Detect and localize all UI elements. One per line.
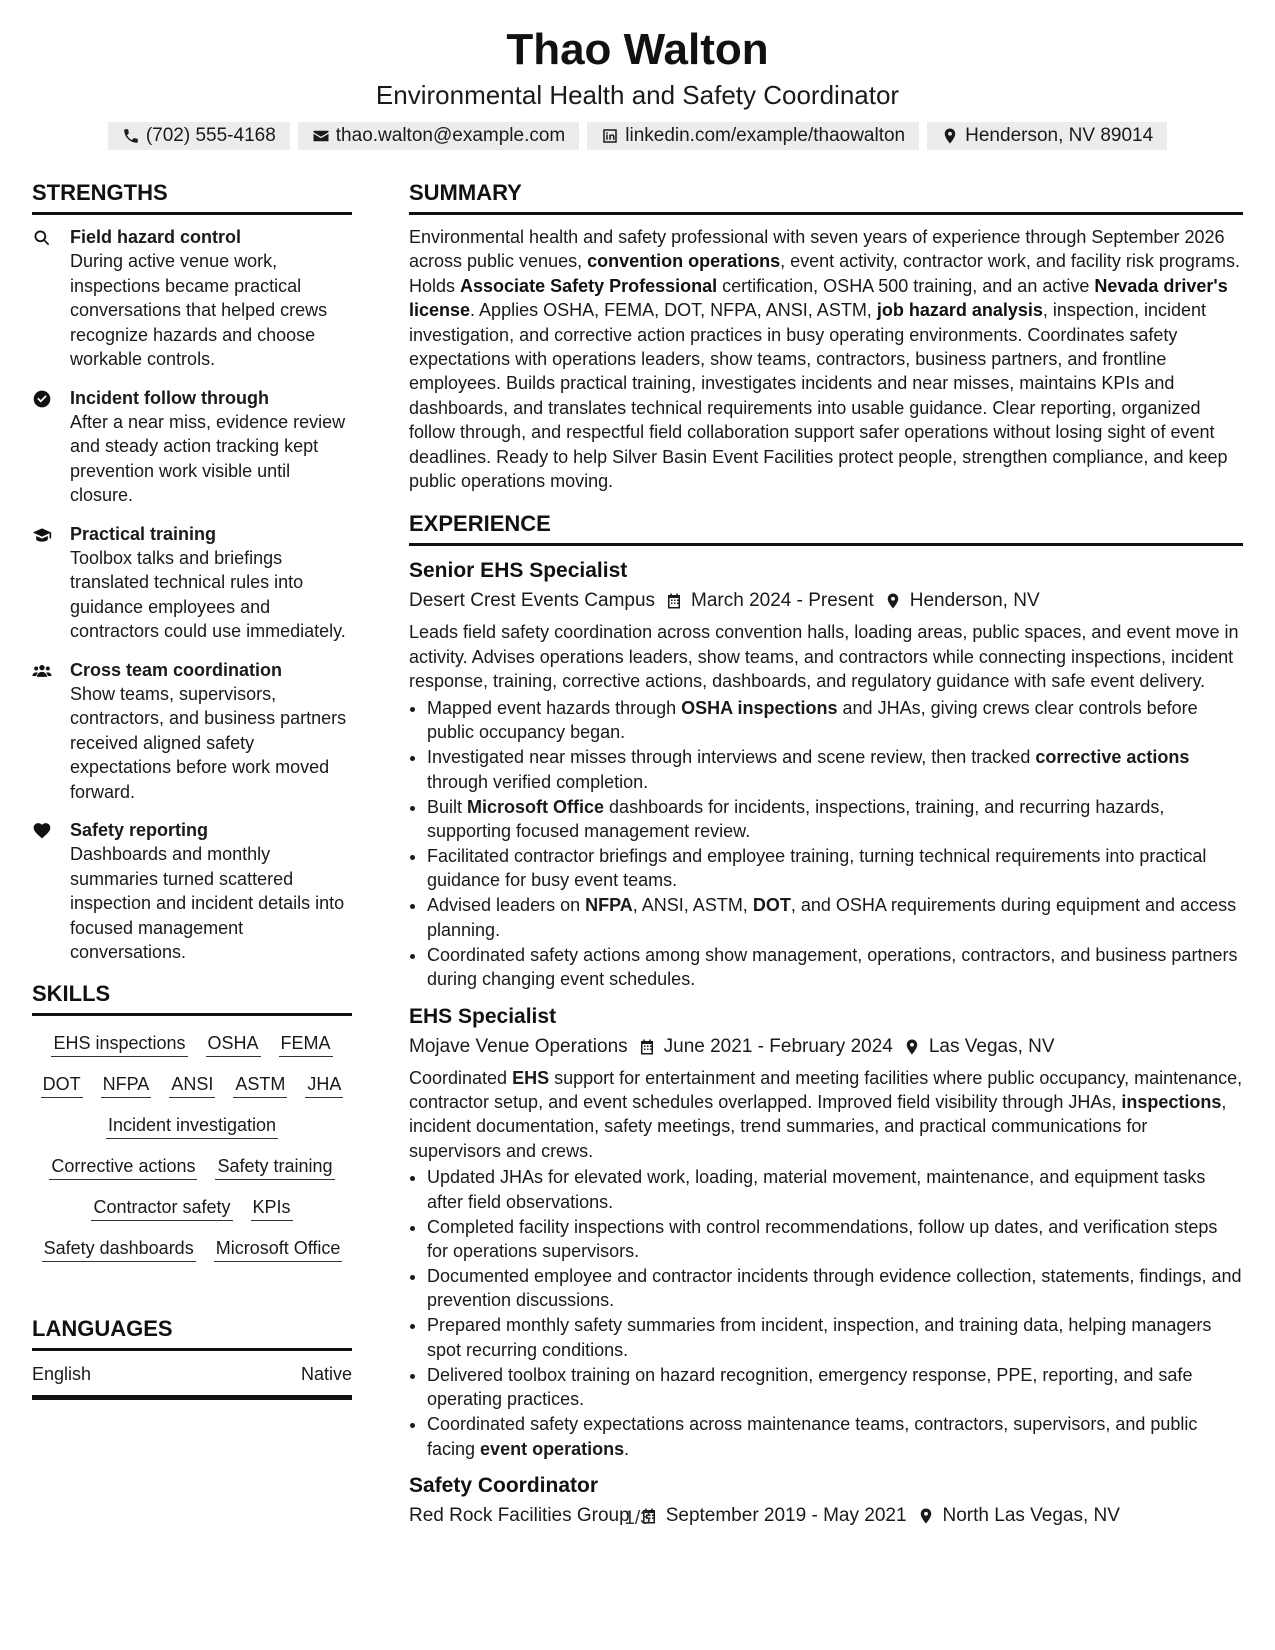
- contact-linkedin-text: linkedin.com/example/thaowalton: [625, 125, 906, 146]
- check-circle-icon: [32, 389, 52, 409]
- text-run: , and OSHA requirements during equipment and access planning.: [427, 895, 1237, 940]
- text-run: through verified completion.: [427, 771, 649, 792]
- candidate-name: Thao Walton: [506, 25, 769, 74]
- heart-icon: [32, 821, 52, 841]
- text-run: Completed facility inspections with control recommendations, follow up dates, and verification steps for operations supervisors.: [427, 1216, 1218, 1261]
- calendar-icon: [638, 1038, 656, 1056]
- emphasis-text: EHS: [512, 1067, 550, 1088]
- job-title: Safety Coordinator: [409, 1474, 599, 1497]
- users-icon: [32, 661, 52, 681]
- emphasis-text: DOT: [752, 895, 791, 916]
- skill-tag: ASTM: [233, 1071, 287, 1098]
- contact-location: [927, 122, 1167, 150]
- skill-tag: Safety training: [215, 1153, 334, 1180]
- skill-tag: Corrective actions: [49, 1153, 197, 1180]
- job-meta: [409, 586, 1243, 616]
- page-number: 1/3: [624, 1508, 651, 1529]
- emphasis-text: Microsoft Office: [467, 796, 605, 817]
- bullet-item: [427, 1363, 1243, 1412]
- job-entry: [409, 1002, 1243, 1461]
- strengths-list: [32, 225, 352, 965]
- bullet-item: [427, 1215, 1243, 1264]
- text-run: , event activity, contractor work, and facility risk programs. Holds: [409, 251, 1240, 296]
- candidate-title: Environmental Health and Safety Coordinator: [375, 80, 900, 110]
- text-run: .: [624, 1438, 630, 1459]
- text-run: Facilitated contractor briefings and employee training, turning technical requirements into practical guidance for busy event teams.: [427, 845, 1207, 891]
- bullet-item: [427, 844, 1243, 893]
- bullet-item: [427, 1165, 1243, 1214]
- strength-desc: Show teams, supervisors, contractors, and business partners received aligned safety expectations before work moved forward.: [70, 683, 347, 802]
- strength-desc: Toolbox talks and briefings translated technical rules into guidance employees and contractors could use immediately.: [70, 547, 346, 641]
- emphasis-text: convention operations: [587, 251, 781, 272]
- text-run: dashboards for incidents, inspections, training, and recurring hazards, supporting focused management review.: [427, 796, 1165, 841]
- bullet-item: [427, 1264, 1243, 1313]
- experience-heading: EXPERIENCE: [409, 509, 1243, 546]
- strength-item: [32, 386, 352, 508]
- text-run: Coordinated safety expectations across maintenance teams, contractors, supervisors, and public facing: [427, 1414, 1198, 1459]
- emphasis-text: OSHA inspections: [681, 697, 838, 718]
- text-run: Environmental health and safety professional with seven years of experience through September 2026 across public venues,: [409, 227, 1225, 272]
- job-bullets: [409, 696, 1243, 992]
- text-run: Coordinated safety actions among show management, operations, contractors, and business partners during changing event schedules.: [427, 944, 1238, 990]
- right-column: [409, 178, 1243, 1541]
- text-run: and JHAs, giving crews clear controls before public occupancy began.: [427, 697, 1198, 743]
- job-dates: June 2021 - February 2024: [663, 1035, 893, 1057]
- bullet-item: [427, 745, 1243, 794]
- emphasis-text: Associate Safety Professional: [460, 275, 718, 296]
- text-run: Advised leaders on: [427, 895, 586, 916]
- magnifier-icon: [32, 228, 52, 248]
- text-run: Mapped event hazards through: [427, 697, 682, 718]
- language-name: English: [32, 1363, 92, 1384]
- emphasis-text: Nevada driver's license: [409, 275, 1228, 321]
- job-company: Red Rock Facilities Group: [409, 1505, 630, 1526]
- skill-tag: Microsoft Office: [214, 1235, 343, 1262]
- job-title: EHS Specialist: [409, 1004, 557, 1028]
- job-dates: September 2019 - May 2021: [665, 1505, 907, 1526]
- graduation-cap-icon: [32, 525, 52, 545]
- text-run: Coordinated: [409, 1067, 513, 1088]
- job-location: North Las Vegas, NV: [942, 1505, 1120, 1526]
- summary-text: [409, 225, 1243, 493]
- emphasis-text: NFPA: [585, 895, 633, 916]
- job-title: Senior EHS Specialist: [409, 559, 628, 583]
- skill-tag: OSHA: [206, 1030, 261, 1057]
- bullet-item: [427, 1412, 1243, 1461]
- emphasis-text: job hazard analysis: [876, 300, 1043, 321]
- skill-tag: Safety dashboards: [42, 1235, 196, 1262]
- envelope-icon: [312, 127, 330, 145]
- skill-tag: Contractor safety: [91, 1194, 232, 1221]
- skill-tag: KPIs: [251, 1194, 293, 1221]
- text-run: , incident documentation, safety meetings, trend summaries, and practical communications for supervisors and crews.: [409, 1091, 1227, 1161]
- strength-desc: Dashboards and monthly summaries turned scattered inspection and incident details into focused management conversations.: [70, 844, 345, 962]
- job-company: Mojave Venue Operations: [409, 1035, 628, 1057]
- bullet-item: [427, 893, 1243, 942]
- text-run: Updated JHAs for elevated work, loading, material movement, maintenance, and equipment tasks after field observations.: [427, 1167, 1206, 1212]
- job-dates: March 2024 - Present: [691, 590, 874, 612]
- map-pin-icon: [941, 127, 959, 145]
- experience-list: [409, 556, 1243, 1531]
- phone-icon: [122, 127, 140, 145]
- skills-heading: SKILLS: [32, 979, 352, 1016]
- skills-list: [32, 1026, 352, 1262]
- languages-heading: LANGUAGES: [32, 1314, 352, 1351]
- bullet-item: [427, 943, 1243, 992]
- strength-title: Field hazard control: [70, 227, 242, 247]
- strength-item: [32, 522, 352, 644]
- text-run: . Applies OSHA, FEMA, DOT, NFPA, ANSI, ASTM,: [470, 300, 877, 321]
- strength-desc: During active venue work, inspections became practical conversations that helped crews recognize hazards and choose workable controls.: [70, 251, 328, 369]
- skill-tag: Incident investigation: [106, 1112, 278, 1139]
- calendar-icon: [665, 592, 683, 610]
- job-meta: [409, 1032, 1243, 1062]
- text-run: Built: [427, 796, 468, 817]
- contact-location-text: Henderson, NV 89014: [965, 125, 1154, 146]
- strength-item: [32, 818, 352, 965]
- text-run: Leads field safety coordination across convention halls, loading areas, public spaces, and event move in activity. Advises operations leaders, show teams, and contractors while connecting inspections, incident response, training, corrective actions, dashboards, and regulatory guidance with safe event delivery.: [409, 622, 1239, 692]
- contact-email[interactable]: [298, 122, 579, 150]
- bullet-item: [427, 1313, 1243, 1362]
- language-level: Native: [300, 1363, 352, 1384]
- job-location: Henderson, NV: [909, 590, 1040, 612]
- text-run: , inspection, incident investigation, and corrective action practices in busy operating environments. Coordinates safety expectations with operations leaders, show teams, contractors, business partners, and frontline employees. Builds practical training, investigates incidents and near misses, maintains KPIs and dashboards, and translates technical requirements into usable guidance. Clear reporting, organized follow through, and respectful field collaboration support safer operations without losing sight of event deadlines. Ready to help Silver Basin Event Facilities protect people, strengthen compliance, and keep public operations moving.: [409, 300, 1228, 492]
- left-column: [32, 178, 352, 1400]
- emphasis-text: inspections: [1121, 1091, 1222, 1112]
- skill-tag: FEMA: [279, 1030, 333, 1057]
- job-location: Las Vegas, NV: [928, 1035, 1055, 1057]
- skill-tag: EHS inspections: [51, 1030, 187, 1057]
- job-bullets: [409, 1165, 1243, 1461]
- job-company: Desert Crest Events Campus: [409, 590, 656, 612]
- job-description: [409, 620, 1243, 693]
- emphasis-text: corrective actions: [1035, 747, 1190, 768]
- map-pin-icon: [884, 592, 902, 610]
- text-run: Investigated near misses through interviews and scene review, then tracked: [427, 747, 1036, 768]
- skill-tag: JHA: [305, 1071, 343, 1098]
- contact-email-text: thao.walton@example.com: [335, 125, 566, 146]
- contact-linkedin[interactable]: [587, 122, 919, 150]
- text-run: Documented employee and contractor incidents through evidence collection, statements, findings, and prevention discussions.: [427, 1265, 1242, 1311]
- text-run: , ANSI, ASTM,: [632, 895, 753, 916]
- text-run: support for entertainment and meeting facilities where public occupancy, maintenance, contractor setup, and event schedules overlapped. Improved field visibility through JHAs,: [409, 1067, 1243, 1112]
- text-run: Prepared monthly safety summaries from incident, inspection, and training data, helping managers spot recurring conditions.: [427, 1315, 1212, 1360]
- text-run: Delivered toolbox training on hazard recognition, emergency response, PPE, reporting, and safe operating practices.: [427, 1364, 1193, 1410]
- linkedin-icon: [601, 127, 619, 145]
- strengths-heading: STRENGTHS: [32, 178, 352, 215]
- summary-heading: SUMMARY: [409, 178, 1243, 215]
- emphasis-text: event operations: [480, 1438, 625, 1459]
- language-row: [32, 1351, 352, 1400]
- resume-header: [0, 0, 1275, 150]
- strength-title: Practical training: [70, 523, 217, 544]
- contact-phone-text: (702) 555-4168: [145, 125, 276, 146]
- strength-item: [32, 658, 352, 805]
- bullet-item: [427, 696, 1243, 745]
- job-description: [409, 1066, 1243, 1164]
- bullet-item: [427, 795, 1243, 844]
- skill-tag: DOT: [41, 1071, 83, 1098]
- strength-desc: After a near miss, evidence review and steady action tracking kept prevention work visible until closure.: [70, 411, 346, 505]
- text-run: certification, OSHA 500 training, and an active: [717, 275, 1095, 296]
- skill-tag: NFPA: [101, 1071, 152, 1098]
- contact-phone[interactable]: [108, 122, 290, 150]
- skill-tag: ANSI: [169, 1071, 215, 1098]
- map-pin-icon: [903, 1038, 921, 1056]
- strength-title: Safety reporting: [70, 820, 209, 840]
- strength-item: [32, 225, 352, 372]
- job-entry: [409, 556, 1243, 991]
- contact-bar: [0, 122, 1275, 150]
- strength-title: Cross team coordination: [70, 659, 283, 680]
- strength-title: Incident follow through: [70, 387, 269, 408]
